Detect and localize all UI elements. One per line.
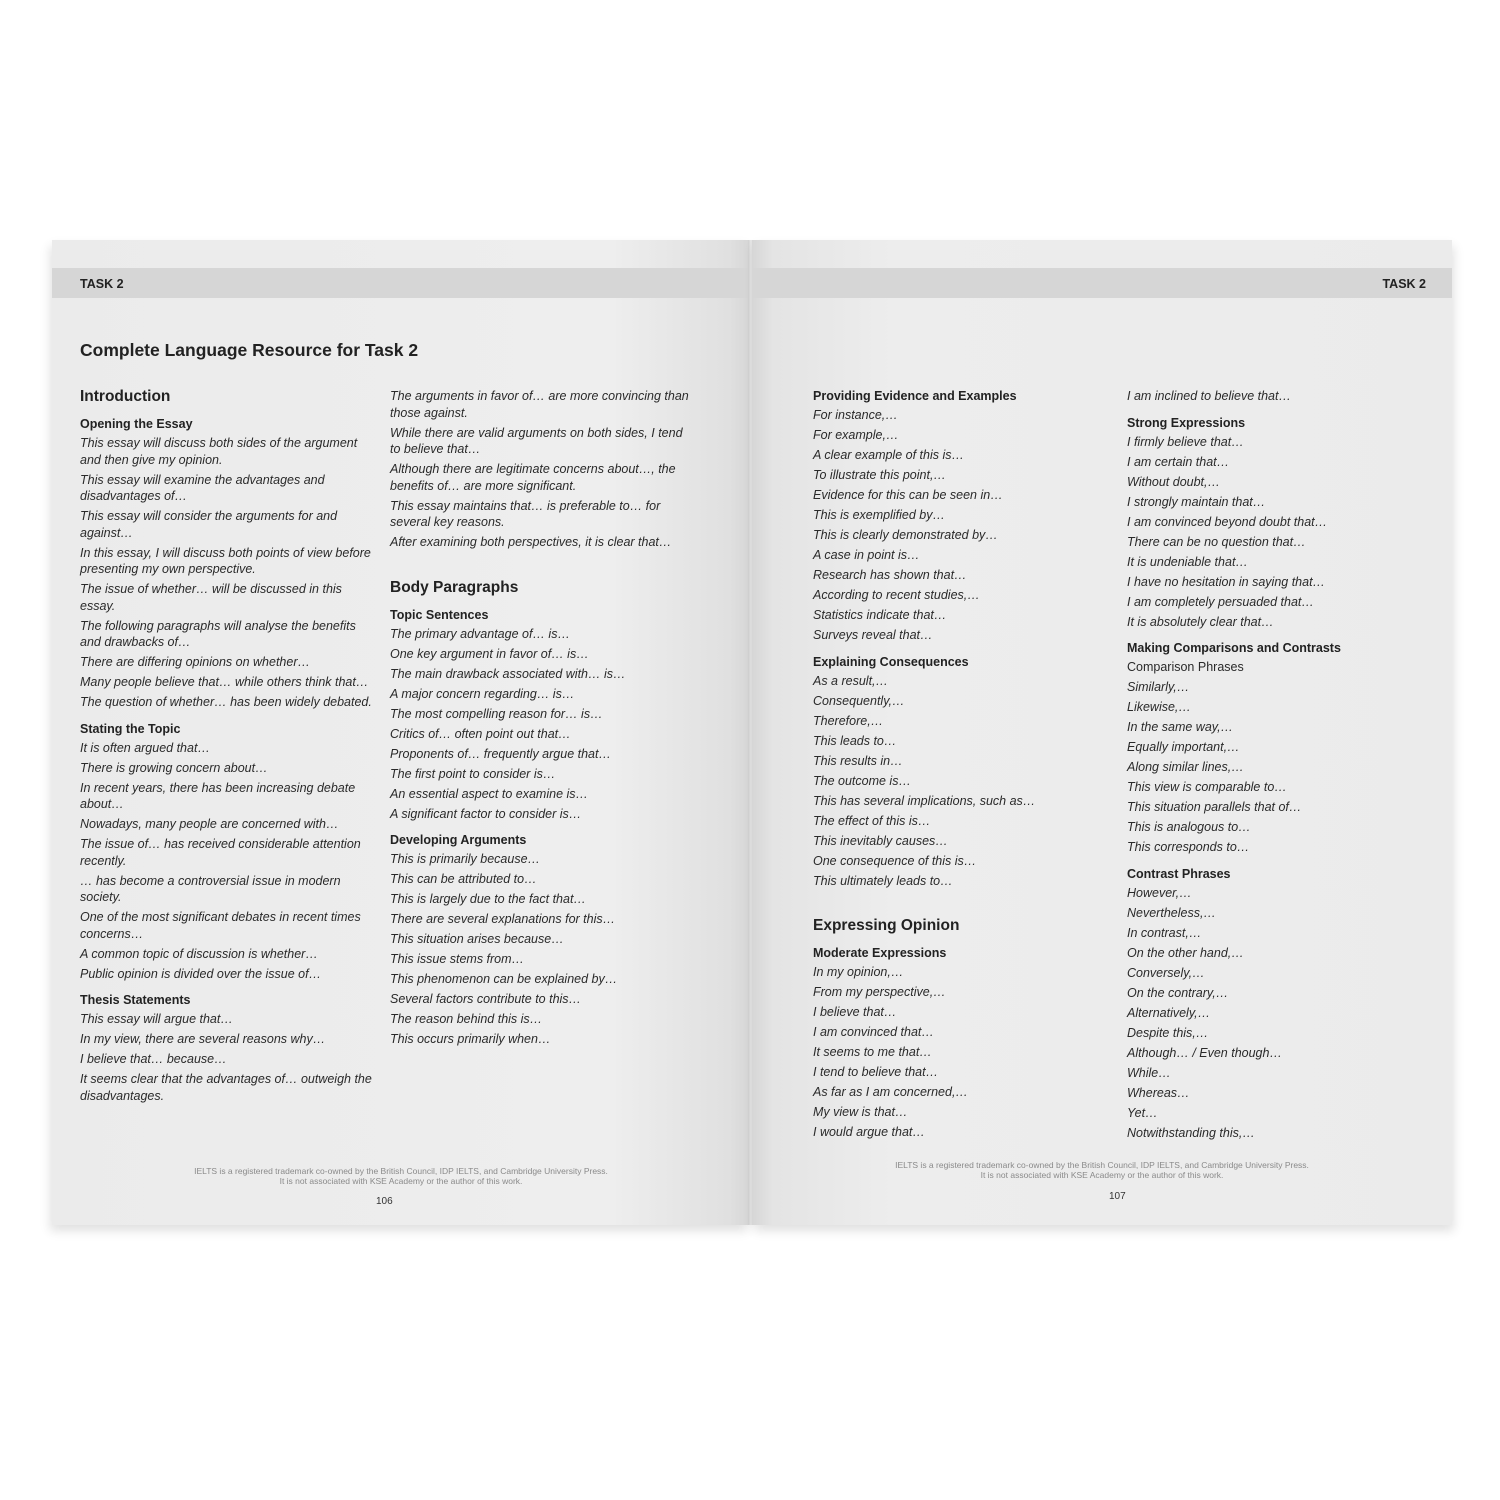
phrase-item: The first point to consider is… <box>390 766 556 781</box>
phrase-item: In the same way,… <box>1127 720 1234 734</box>
right-column-2 <box>1127 388 1427 1151</box>
phrase-item: This situation arises because… <box>390 932 564 946</box>
phrase-group <box>1127 415 1427 631</box>
phrase-item: There are several explanations for this… <box>390 912 616 926</box>
phrase-item: I am convinced that… <box>813 1025 934 1039</box>
phrase-item: It seems to me that… <box>813 1045 932 1059</box>
phrase-item: Research has shown that… <box>813 568 967 582</box>
phrase-item: The issue of whether… will be discussed in this essay. <box>80 582 342 613</box>
phrase-group <box>1127 866 1427 1142</box>
phrase-item: There can be no question that… <box>1127 534 1306 549</box>
phrase-item: Likewise,… <box>1127 700 1191 714</box>
phrase-group <box>80 721 380 983</box>
footer-line-1: IELTS is a registered trademark co-owned by the British Council, IDP IELTS, and Cambridge University Press. <box>194 1166 608 1176</box>
phrase-item: Similarly,… <box>1127 680 1190 694</box>
phrase-item: There are differing opinions on whether… <box>80 655 310 669</box>
phrase-group <box>1127 388 1427 405</box>
phrase-group <box>80 992 380 1104</box>
phrase-item: Several factors contribute to this… <box>390 992 582 1006</box>
footer-line-1: IELTS is a registered trademark co-owned by the British Council, IDP IELTS, and Cambridge University Press. <box>895 1160 1309 1170</box>
phrase-item: I would argue that… <box>813 1125 925 1139</box>
phrase-item: Critics of… often point out that… <box>390 726 571 741</box>
phrase-item: This can be attributed to… <box>390 872 537 886</box>
phrase-item: This essay will examine the advantages and disadvantages of… <box>80 472 325 503</box>
trademark-footer <box>752 1160 1452 1180</box>
phrase-item: A major concern regarding… is… <box>390 686 575 701</box>
subsection-heading: Thesis Statements <box>80 993 191 1007</box>
section-label: TASK 2 <box>80 277 124 291</box>
phrase-group <box>390 388 695 551</box>
phrase-item: Comparison Phrases <box>1127 660 1244 674</box>
right-column-1 <box>813 388 1113 1151</box>
phrase-item: As a result,… <box>813 673 889 688</box>
phrase-item: Although… / Even though… <box>1127 1045 1282 1060</box>
phrase-item: Evidence for this can be seen in… <box>813 488 1003 502</box>
phrase-item: The reason behind this is… <box>390 1012 543 1026</box>
phrase-group <box>813 654 1113 890</box>
phrase-item: This is analogous to… <box>1127 820 1251 834</box>
phrase-item: Public opinion is divided over the issue of… <box>80 966 322 981</box>
phrase-item: This phenomenon can be explained by… <box>390 972 618 986</box>
phrase-item: Proponents of… frequently argue that… <box>390 746 611 761</box>
section-heading: Expressing Opinion <box>813 917 960 934</box>
subsection-heading: Providing Evidence and Examples <box>813 389 1017 403</box>
phrase-item: While… <box>1127 1065 1171 1080</box>
phrase-item: Therefore,… <box>813 713 884 728</box>
phrase-item: This essay maintains that… is preferable to… for several key reasons. <box>390 498 661 529</box>
subsection-heading: Stating the Topic <box>80 721 181 736</box>
phrase-item: However,… <box>1127 885 1192 900</box>
phrase-item: One of the most significant debates in recent times concerns… <box>80 910 361 941</box>
phrase-item: For instance,… <box>813 408 898 422</box>
phrase-item: This has several implications, such as… <box>813 793 1036 808</box>
phrase-item: I believe that… because… <box>80 1052 227 1066</box>
header-band <box>52 268 750 298</box>
phrase-item: Statistics indicate that… <box>813 608 947 622</box>
phrase-item: I firmly believe that… <box>1127 434 1244 449</box>
phrase-item: There is growing concern about… <box>80 760 268 775</box>
phrase-item: Along similar lines,… <box>1127 760 1244 774</box>
phrase-group <box>813 945 1113 1141</box>
phrase-item: Nowadays, many people are concerned with… <box>80 817 339 831</box>
left-page <box>52 240 750 1225</box>
phrase-item: The main drawback associated with… is… <box>390 666 626 681</box>
phrase-item: In contrast,… <box>1127 925 1202 940</box>
phrase-item: This situation parallels that of… <box>1127 800 1302 814</box>
phrase-item: The issue of… has received considerable attention recently. <box>80 837 361 868</box>
phrase-item: An essential aspect to examine is… <box>390 786 589 801</box>
phrase-item: One consequence of this is… <box>813 853 977 868</box>
section-label: TASK 2 <box>1382 277 1426 291</box>
phrase-item: This issue stems from… <box>390 952 525 966</box>
page-number: 107 <box>1109 1191 1126 1202</box>
header-band <box>752 268 1452 298</box>
phrase-item: In my view, there are several reasons why… <box>80 1032 326 1046</box>
left-column-1 <box>80 388 380 1114</box>
trademark-footer <box>52 1166 750 1186</box>
subsection-heading: Moderate Expressions <box>813 946 947 960</box>
phrase-item: Many people believe that… while others think that… <box>80 675 369 689</box>
section-heading: Introduction <box>80 388 171 405</box>
phrase-item: Nevertheless,… <box>1127 905 1216 920</box>
phrase-item: One key argument in favor of… is… <box>390 646 589 661</box>
phrase-item: I am inclined to believe that… <box>1127 389 1291 403</box>
phrase-item: Consequently,… <box>813 693 905 708</box>
phrase-item: A case in point is… <box>813 548 920 562</box>
phrase-item: This results in… <box>813 753 903 768</box>
phrase-item: It is absolutely clear that… <box>1127 614 1274 629</box>
subsection-heading: Strong Expressions <box>1127 415 1246 430</box>
phrase-item: In this essay, I will discuss both points of view before presenting my own perspective. <box>80 545 371 576</box>
phrase-item: The outcome is… <box>813 773 911 788</box>
phrase-item: My view is that… <box>813 1105 908 1119</box>
phrase-item: This view is comparable to… <box>1127 780 1287 794</box>
phrase-item: For example,… <box>813 428 899 442</box>
footer-line-2: It is not associated with KSE Academy or the author of this work. <box>279 1176 523 1186</box>
right-page <box>752 240 1452 1225</box>
phrase-item: I have no hesitation in saying that… <box>1127 574 1326 589</box>
phrase-item: I strongly maintain that… <box>1127 494 1266 509</box>
phrase-item: The effect of this is… <box>813 813 931 828</box>
phrase-item: I am certain that… <box>1127 454 1230 469</box>
page-number: 106 <box>376 1196 393 1207</box>
phrase-item: In my opinion,… <box>813 965 904 979</box>
phrase-item: According to recent studies,… <box>813 588 980 602</box>
phrase-group <box>390 607 695 823</box>
phrase-item: This leads to… <box>813 733 897 748</box>
subsection-heading: Making Comparisons and Contrasts <box>1127 641 1341 655</box>
phrase-item: This inevitably causes… <box>813 833 948 848</box>
phrase-item: This is clearly demonstrated by… <box>813 528 998 542</box>
phrase-item: On the contrary,… <box>1127 985 1229 1000</box>
phrase-item: This essay will discuss both sides of the argument and then give my opinion. <box>80 436 358 467</box>
phrase-group <box>390 832 695 1048</box>
phrase-item: This is primarily because… <box>390 852 541 866</box>
phrase-item: It is undeniable that… <box>1127 554 1248 569</box>
phrase-item: I tend to believe that… <box>813 1065 939 1079</box>
phrase-group <box>813 388 1113 644</box>
phrase-item: Equally important,… <box>1127 740 1240 754</box>
subsection-heading: Opening the Essay <box>80 417 193 431</box>
subsection-heading: Contrast Phrases <box>1127 866 1231 881</box>
phrase-item: I believe that… <box>813 1005 897 1019</box>
footer-line-2: It is not associated with KSE Academy or the author of this work. <box>980 1170 1224 1180</box>
phrase-item: It is often argued that… <box>80 740 210 755</box>
phrase-item: The most compelling reason for… is… <box>390 706 603 721</box>
section-heading: Body Paragraphs <box>390 578 519 596</box>
phrase-group <box>80 416 380 711</box>
phrase-item: This is exemplified by… <box>813 508 945 522</box>
phrase-item: A significant factor to consider is… <box>390 806 582 821</box>
phrase-item: … has become a controversial issue in modern society. <box>80 873 341 904</box>
phrase-item: A clear example of this is… <box>813 448 964 462</box>
subsection-heading: Topic Sentences <box>390 607 489 622</box>
phrase-item: Surveys reveal that… <box>813 628 933 642</box>
subsection-heading: Explaining Consequences <box>813 654 969 669</box>
phrase-item: This essay will argue that… <box>80 1012 233 1026</box>
phrase-group <box>1127 640 1427 856</box>
phrase-item: To illustrate this point,… <box>813 468 946 482</box>
phrase-item: Notwithstanding this,… <box>1127 1125 1255 1140</box>
phrase-item: The arguments in favor of… are more convincing than those against. <box>390 389 689 420</box>
phrase-item: While there are valid arguments on both sides, I tend to believe that… <box>390 425 683 456</box>
phrase-item: The question of whether… has been widely debated. <box>80 695 372 709</box>
phrase-item: On the other hand,… <box>1127 945 1244 960</box>
phrase-item: This is largely due to the fact that… <box>390 892 586 906</box>
phrase-item: Yet… <box>1127 1105 1158 1120</box>
subsection-heading: Developing Arguments <box>390 833 527 847</box>
phrase-item: I am completely persuaded that… <box>1127 594 1314 609</box>
phrase-item: This occurs primarily when… <box>390 1032 551 1046</box>
phrase-item: It seems clear that the advantages of… outweigh the disadvantages. <box>80 1072 372 1103</box>
phrase-item: The primary advantage of… is… <box>390 626 570 641</box>
phrase-item: Despite this,… <box>1127 1025 1209 1040</box>
phrase-item: Conversely,… <box>1127 965 1205 980</box>
phrase-item: After examining both perspectives, it is clear that… <box>390 535 672 549</box>
phrase-item: In recent years, there has been increasing debate about… <box>80 780 356 811</box>
page-title: Complete Language Resource for Task 2 <box>80 340 419 360</box>
phrase-item: I am convinced beyond doubt that… <box>1127 514 1328 529</box>
phrase-item: A common topic of discussion is whether… <box>80 946 318 961</box>
phrase-item: Without doubt,… <box>1127 474 1220 489</box>
phrase-item: From my perspective,… <box>813 985 946 999</box>
phrase-item: As far as I am concerned,… <box>813 1085 968 1099</box>
phrase-item: This ultimately leads to… <box>813 873 953 888</box>
left-column-2 <box>390 388 695 1058</box>
phrase-item: Alternatively,… <box>1127 1005 1211 1020</box>
phrase-item: Whereas… <box>1127 1085 1190 1100</box>
phrase-item: This corresponds to… <box>1127 840 1250 854</box>
phrase-item: The following paragraphs will analyse the benefits and drawbacks of… <box>80 618 356 649</box>
phrase-item: This essay will consider the arguments for and against… <box>80 509 338 540</box>
phrase-item: Although there are legitimate concerns about…, the benefits of… are more significant. <box>390 462 676 493</box>
